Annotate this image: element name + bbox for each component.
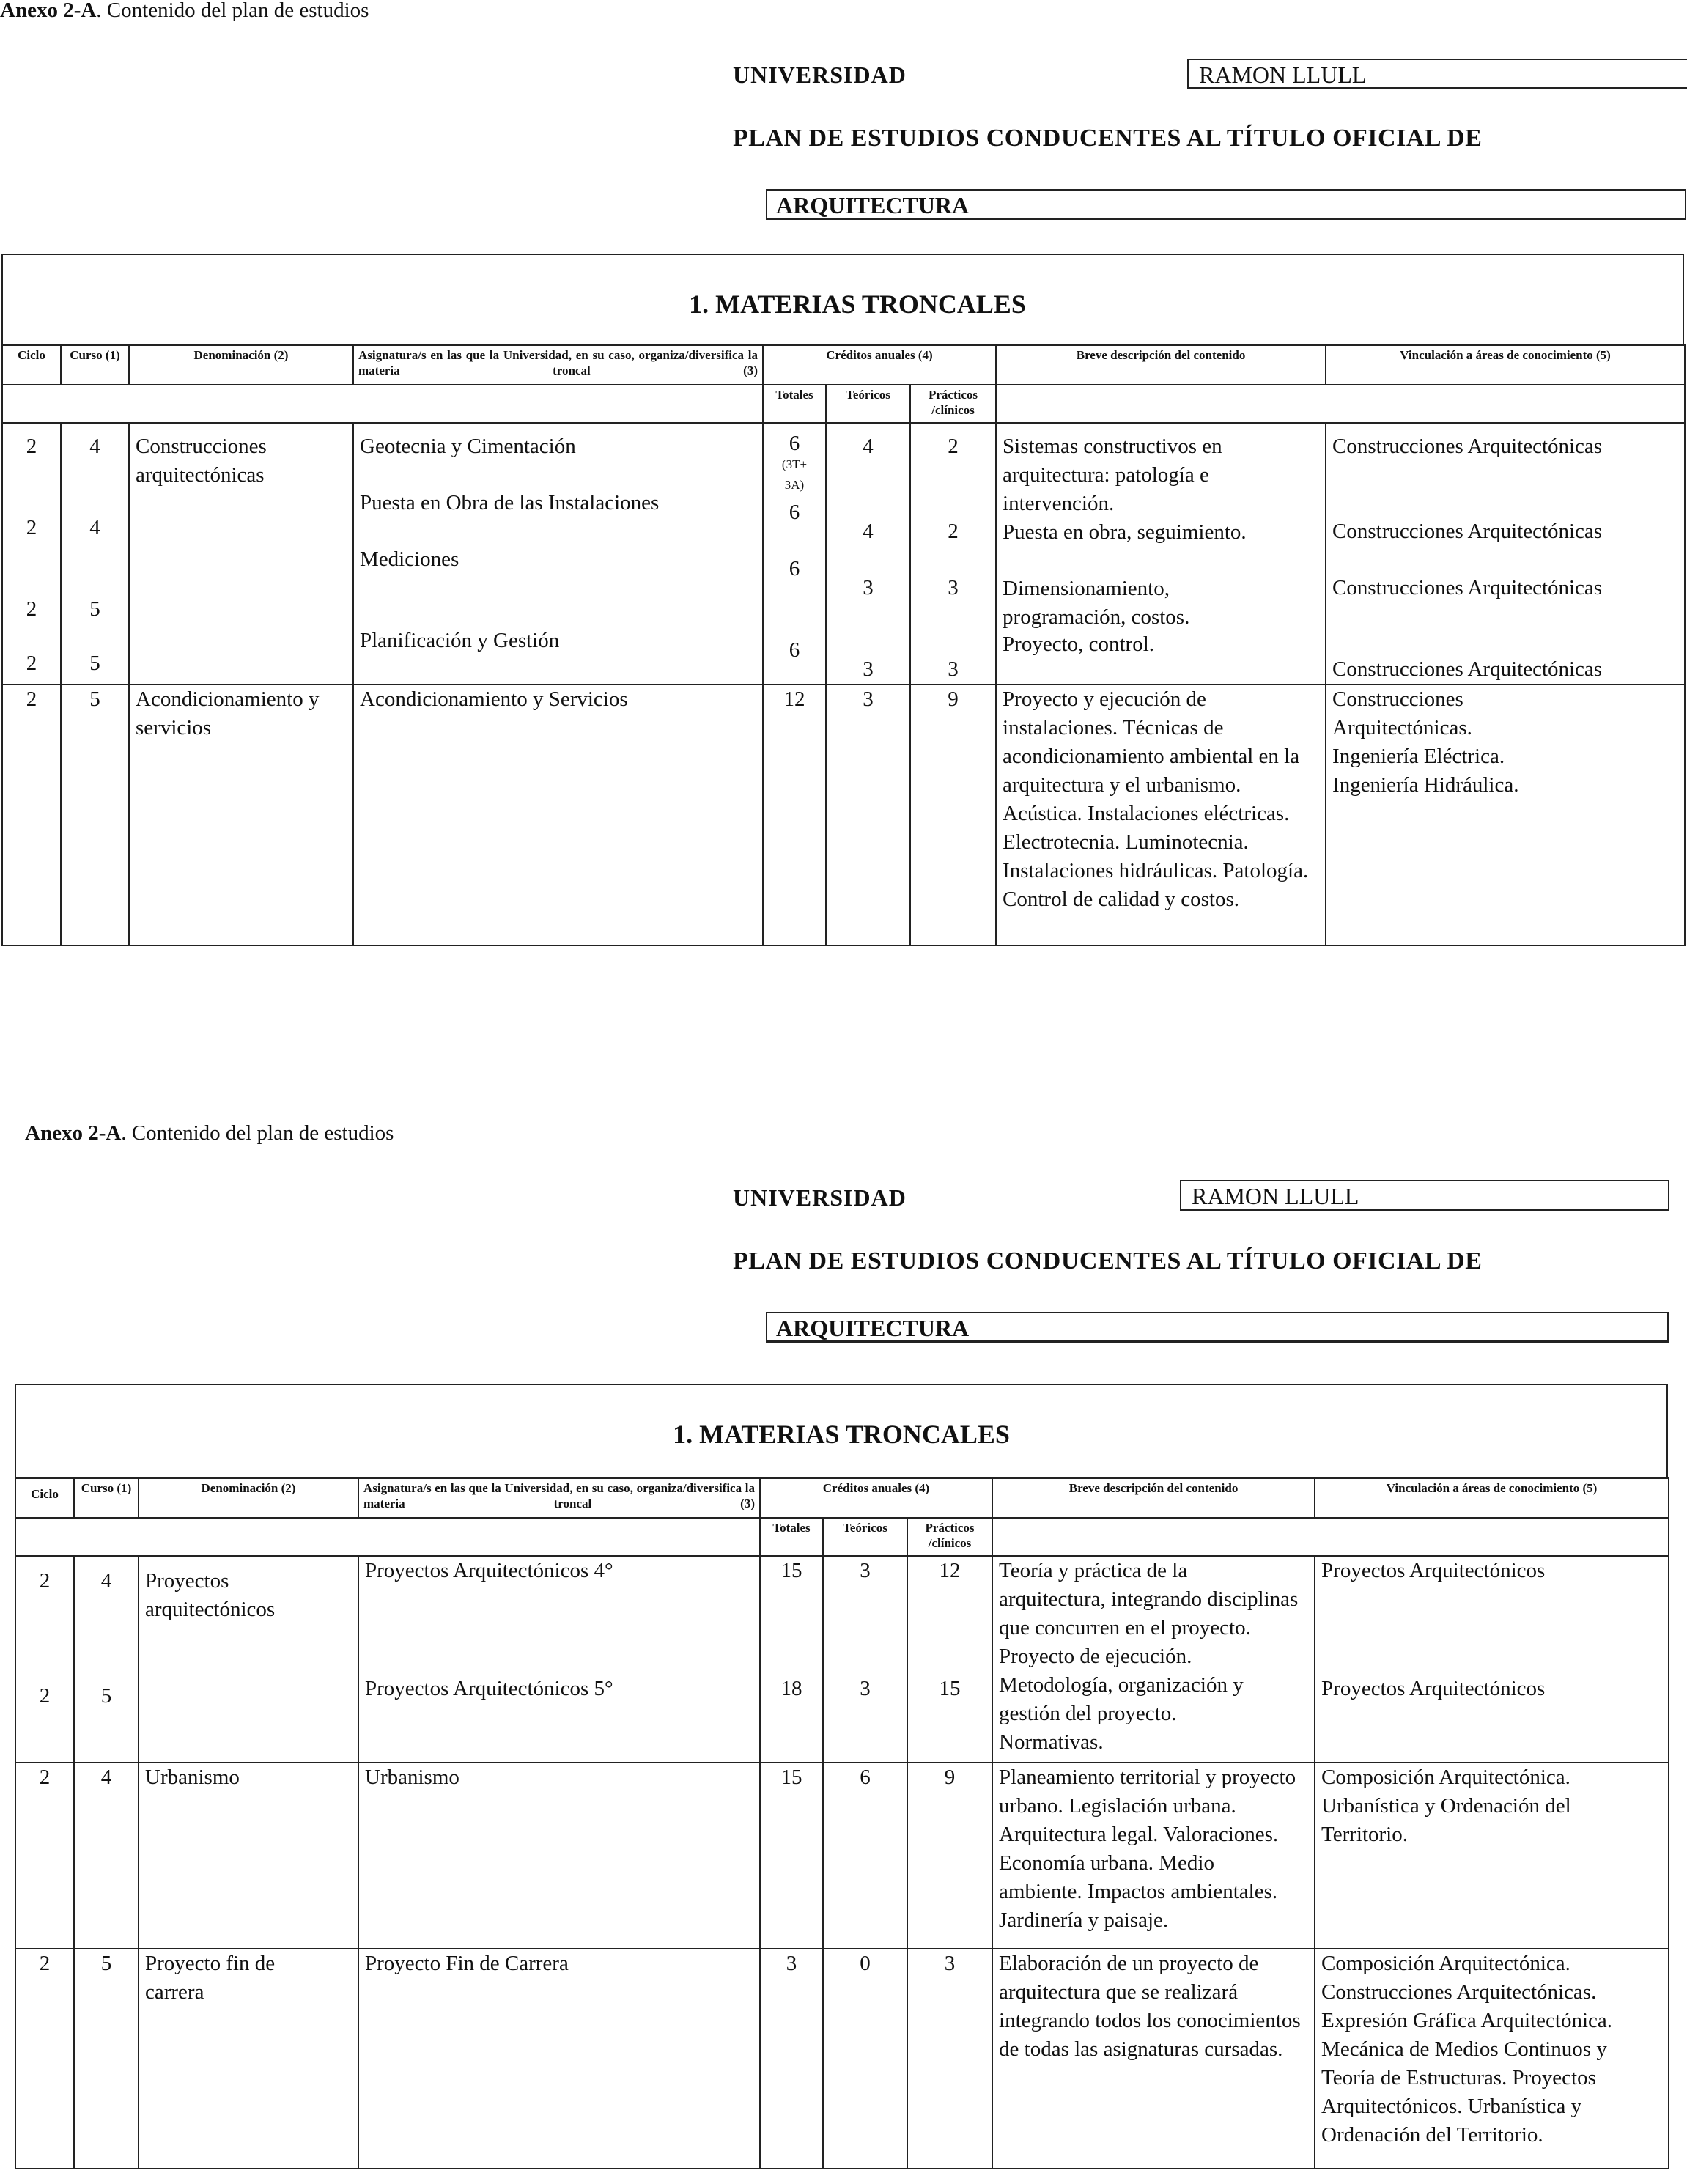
vinculacion-cell	[1326, 685, 1685, 945]
vinculacion-cell	[1326, 423, 1685, 685]
page-section-2	[0, 1121, 1687, 2184]
practicos-value: 2	[948, 520, 959, 543]
vinculacion-value: Construcciones Arquitectónicas. Ingeniería Eléctrica. Ingeniería Hidráulica.	[1332, 687, 1519, 797]
descripcion-value: Teoría y práctica de la arquitectura, integrando disciplinas que concurren en el proyecto. Proyecto de ejecución.	[999, 1559, 1299, 1668]
practicos-value: 12	[939, 1559, 961, 1582]
practicos-value: 3	[948, 576, 959, 600]
asignatura-value: Proyectos Arquitectónicos 5°	[365, 1677, 613, 1700]
table-row	[2, 685, 1685, 945]
totales-cell	[760, 1556, 823, 1763]
subjects-table	[15, 1477, 1669, 2169]
asignatura-value: Planificación y Gestión	[360, 629, 560, 652]
vinculacion-value: Proyectos Arquitectónicos	[1321, 1677, 1546, 1700]
col-teoricos: Teóricos	[823, 1518, 907, 1556]
denominacion-cell	[139, 1949, 358, 2169]
teoricos-cell: 6	[823, 1763, 907, 1949]
page-section-1	[0, 0, 1687, 953]
descripcion-cell	[996, 423, 1326, 685]
denominacion-value: Proyectos arquitectónicos	[145, 1569, 276, 1621]
col-totales: Totales	[763, 385, 826, 423]
col-denominacion: Denominación (2)	[129, 345, 353, 385]
university-label: UNIVERSIDAD	[733, 62, 907, 88]
subheader-spacer-right	[996, 385, 1685, 423]
materias-frame	[1, 254, 1684, 346]
vinculacion-value: Proyectos Arquitectónicos	[1321, 1559, 1546, 1582]
vinculacion-cell	[1315, 1763, 1669, 1949]
teoricos-cell	[823, 1556, 907, 1763]
university-name-box: RAMON LLULL	[1180, 1180, 1669, 1211]
university-name-box: RAMON LLULL	[1187, 59, 1687, 89]
table-row	[15, 1763, 1669, 1949]
teoricos-cell	[826, 423, 910, 685]
annex-text: . Contenido del plan de estudios	[121, 1121, 394, 1145]
curso-value: 4	[100, 1569, 112, 1593]
teoricos-cell: 0	[823, 1949, 907, 2169]
subheader-spacer-right	[992, 1518, 1669, 1556]
ciclo-value: 2	[39, 1684, 51, 1708]
asignatura-value: Mediciones	[360, 547, 459, 571]
asignatura-cell: Acondicionamiento y Servicios	[353, 685, 763, 945]
vinculacion-value: Construcciones Arquitectónicas	[1332, 576, 1603, 600]
descripcion-value: Metodología, organización y gestión del proyecto. Normativas.	[999, 1673, 1244, 1754]
col-ciclo: Ciclo	[15, 1478, 74, 1518]
vinculacion-cell	[1315, 1556, 1669, 1763]
practicos-value: 15	[939, 1677, 961, 1700]
descripcion-value: Planeamiento territorial y proyecto urbano. Legislación urbana. Arquitectura legal. Valoraciones. Economía urbana. Medio ambiente. Impactos ambientales. Jardinería y paisaje.	[999, 1766, 1296, 1932]
asignatura-cell	[353, 423, 763, 685]
materias-title: 1. MATERIAS TRONCALES	[673, 1420, 1010, 1449]
teoricos-value: 3	[863, 576, 874, 600]
curso-value: 5	[100, 1684, 112, 1708]
totales-note: (3T+ 3A)	[781, 457, 808, 492]
denominacion-cell	[129, 423, 353, 685]
ciclo-cell	[15, 1556, 74, 1763]
vinculacion-value: Construcciones Arquitectónicas	[1332, 520, 1603, 543]
descripcion-value: Proyecto, control.	[1003, 632, 1155, 656]
ciclo-cell: 2	[15, 1949, 74, 2169]
asignatura-cell: Urbanismo	[358, 1763, 760, 1949]
col-practicos: Prácticos /clínicos	[907, 1518, 992, 1556]
materias-frame	[15, 1384, 1668, 1479]
ciclo-cell: 2	[15, 1763, 74, 1949]
col-curso: Curso (1)	[74, 1478, 139, 1518]
col-denominacion: Denominación (2)	[139, 1478, 358, 1518]
col-asignatura: Asignatura/s en las que la Universidad, en su caso, organiza/diversifica la materia troncal (3)	[353, 345, 763, 385]
annex-text: . Contenido del plan de estudios	[96, 0, 369, 22]
curso-cell: 4	[74, 1763, 139, 1949]
vinculacion-value: Composición Arquitectónica. Urbanística y Ordenación del Territorio.	[1321, 1766, 1571, 1846]
degree-box: ARQUITECTURA	[766, 1312, 1669, 1343]
totales-value: 18	[780, 1677, 802, 1700]
col-descripcion: Breve descripción del contenido	[992, 1478, 1315, 1518]
ciclo-value: 2	[26, 597, 37, 621]
col-asignatura: Asignatura/s en las que la Universidad, en su caso, organiza/diversifica la materia troncal (3)	[358, 1478, 760, 1518]
practicos-cell: 9	[907, 1763, 992, 1949]
curso-cell	[74, 1556, 139, 1763]
annex-bold: Anexo 2-A	[0, 0, 97, 22]
col-creditos: Créditos anuales (4)	[760, 1478, 992, 1518]
denominacion-value: Proyecto fin de carrera	[145, 1952, 276, 2004]
ciclo-value: 2	[26, 652, 37, 675]
vinculacion-value: Construcciones Arquitectónicas	[1332, 657, 1603, 681]
subheader-row	[15, 1518, 1669, 1556]
asignatura-value: Geotecnia y Cimentación	[360, 435, 576, 458]
descripcion-value: Dimensionamiento, programación, costos.	[1003, 577, 1190, 629]
descripcion-cell	[992, 1556, 1315, 1763]
totales-value: 6	[789, 432, 800, 455]
totales-cell: 12	[763, 685, 826, 945]
totales-value: 6	[789, 638, 800, 662]
practicos-cell: 3	[907, 1949, 992, 2169]
ciclo-value: 2	[26, 435, 37, 458]
descripcion-value: Sistemas constructivos en arquitectura: patología e intervención.	[1003, 435, 1222, 515]
annex-bold: Anexo 2-A	[25, 1121, 122, 1145]
col-vinculacion: Vinculación a áreas de conocimiento (5)	[1315, 1478, 1669, 1518]
degree-box: ARQUITECTURA	[766, 189, 1686, 220]
denominacion-cell	[139, 1556, 358, 1763]
denominacion-cell: Urbanismo	[139, 1763, 358, 1949]
materias-title: 1. MATERIAS TRONCALES	[689, 289, 1026, 319]
descripcion-value: Puesta en obra, seguimiento.	[1003, 520, 1247, 544]
teoricos-value: 3	[863, 657, 874, 681]
vinculacion-value: Construcciones Arquitectónicas	[1332, 435, 1603, 458]
curso-value: 4	[89, 516, 100, 539]
subheader-spacer	[2, 385, 763, 423]
table-row	[2, 423, 1685, 685]
col-teoricos: Teóricos	[826, 385, 910, 423]
totales-value: 6	[789, 501, 800, 524]
practicos-value: 2	[948, 435, 959, 458]
asignatura-value: Proyectos Arquitectónicos 4°	[365, 1559, 613, 1582]
asignatura-cell	[358, 1556, 760, 1763]
teoricos-cell: 3	[826, 685, 910, 945]
teoricos-value: 4	[863, 435, 874, 458]
subheader-spacer	[15, 1518, 760, 1556]
col-totales: Totales	[760, 1518, 823, 1556]
university-label: UNIVERSIDAD	[733, 1184, 907, 1211]
ciclo-cell	[2, 423, 61, 685]
col-curso: Curso (1)	[61, 345, 129, 385]
totales-cell: 3	[760, 1949, 823, 2169]
curso-cell	[61, 423, 129, 685]
header-row	[15, 1478, 1669, 1518]
totales-cell: 15	[760, 1763, 823, 1949]
table-row	[15, 1556, 1669, 1763]
practicos-value: 3	[948, 657, 959, 681]
curso-cell: 5	[61, 685, 129, 945]
col-creditos: Créditos anuales (4)	[763, 345, 996, 385]
header-row	[2, 345, 1685, 385]
teoricos-value: 4	[863, 520, 874, 543]
vinculacion-cell: Composición Arquitectónica. Construcciones Arquitectónicas. Expresión Gráfica Arquitectónica. Mecánica de Medios Continuos y Teoría de Estructuras. Proyectos Arquitectónicos. Urbanística y Ordenación del Territorio.	[1315, 1949, 1669, 2169]
totales-value: 6	[789, 557, 800, 580]
col-vinculacion: Vinculación a áreas de conocimiento (5)	[1326, 345, 1685, 385]
ciclo-cell: 2	[2, 685, 61, 945]
totales-cell	[763, 423, 826, 685]
descripcion-cell: Elaboración de un proyecto de arquitectura que se realizará integrando todos los conocimientos de todas las asignaturas cursadas.	[992, 1949, 1315, 2169]
plan-title: PLAN DE ESTUDIOS CONDUCENTES AL TÍTULO OFICIAL DE	[733, 1247, 1483, 1274]
annex-heading	[0, 0, 369, 23]
table-row	[15, 1949, 1669, 2169]
curso-value: 4	[89, 435, 100, 458]
practicos-cell	[907, 1556, 992, 1763]
denominacion-cell: Acondicionamiento y servicios	[129, 685, 353, 945]
practicos-cell: 9	[910, 685, 996, 945]
col-practicos: Prácticos /clínicos	[910, 385, 996, 423]
teoricos-value: 3	[860, 1559, 871, 1582]
plan-title: PLAN DE ESTUDIOS CONDUCENTES AL TÍTULO OFICIAL DE	[733, 125, 1483, 152]
col-descripcion: Breve descripción del contenido	[996, 345, 1326, 385]
descripcion-cell	[992, 1763, 1315, 1949]
asignatura-value: Puesta en Obra de las Instalaciones	[360, 491, 660, 514]
curso-cell: 5	[74, 1949, 139, 2169]
subjects-table	[1, 344, 1686, 946]
ciclo-value: 2	[39, 1569, 51, 1593]
subheader-row	[2, 385, 1685, 423]
totales-value: 15	[780, 1559, 802, 1582]
curso-value: 5	[89, 652, 100, 675]
asignatura-cell: Proyecto Fin de Carrera	[358, 1949, 760, 2169]
denominacion-value: Construcciones arquitectónicas	[136, 435, 267, 487]
practicos-cell	[910, 423, 996, 685]
col-ciclo: Ciclo	[2, 345, 61, 385]
teoricos-value: 3	[860, 1677, 871, 1700]
annex-heading	[25, 1121, 394, 1146]
descripcion-cell: Proyecto y ejecución de instalaciones. Técnicas de acondicionamiento ambiental en la arquitectura y el urbanismo. Acústica. Instalaciones eléctricas. Electrotecnia. Luminotecnia. Instalaciones hidráulicas. Patología. Control de calidad y costos.	[996, 685, 1326, 945]
ciclo-value: 2	[26, 516, 37, 539]
curso-value: 5	[89, 597, 100, 621]
